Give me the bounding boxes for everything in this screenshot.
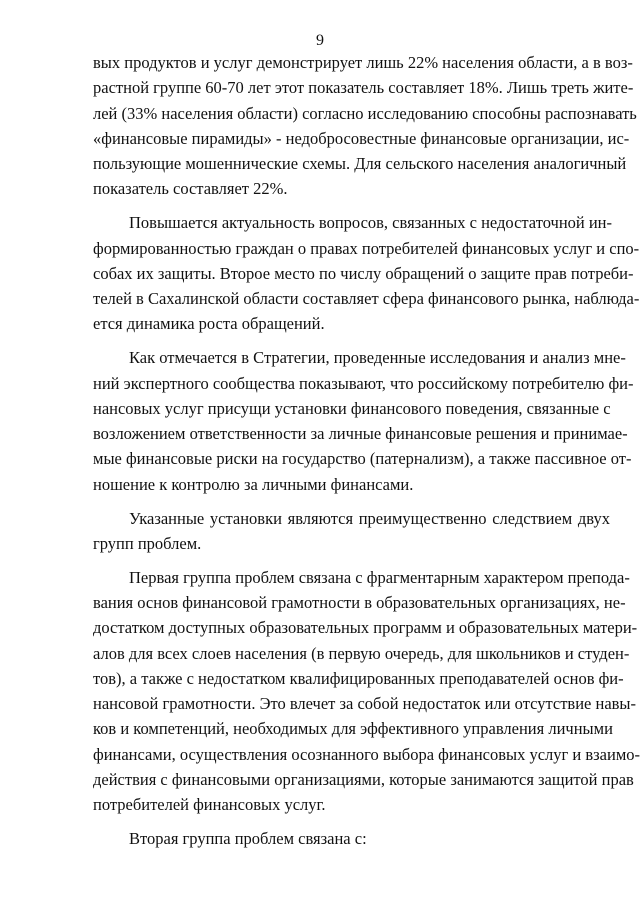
text-line: вания основ финансовой грамотности в образовательных организациях, не-: [93, 592, 626, 612]
text-line: мые финансовые риски на государство (патернализм), а также пассивное от-: [93, 449, 632, 469]
text-line: нансовых услуг присущи установки финансового поведения, связанные с: [93, 398, 611, 418]
text-line: вых продуктов и услуг демонстрирует лишь 22% населения области, а в воз-: [93, 53, 633, 72]
text-line: финансами, осуществления осознанного выбора финансовых услуг и взаимо-: [93, 744, 640, 764]
text-line: групп проблем.: [93, 533, 202, 553]
text-line: Повышается актуальность вопросов, связанных с недостаточной ин-: [129, 213, 613, 233]
text-line: достатком доступных образовательных программ и образовательных матери-: [93, 618, 638, 638]
text-line: ется динамика роста обращений.: [93, 314, 325, 334]
text-line: лей (33% населения области) согласно исследованию способны распознавать: [93, 103, 637, 123]
paragraph-3: [93, 345, 634, 497]
text-line: «финансовые пирамиды» - недобросовестные финансовые организации, ис-: [93, 128, 630, 148]
paragraph-2: [93, 210, 640, 336]
page-number: 9: [316, 32, 324, 49]
text-line: формированностью граждан о правах потребителей финансовых услуг и спо-: [93, 238, 640, 258]
text-line: потребителей финансовых услуг.: [93, 795, 326, 815]
paragraph-4: [93, 506, 610, 557]
text-line: ний экспертного сообщества показывают, что российскому потребителю фи-: [93, 373, 634, 393]
text-line: собах их защиты. Второе место по числу обращений о защите прав потреби-: [93, 263, 634, 283]
text-line: Вторая группа проблем связана с:: [129, 829, 367, 849]
text-line: пользующие мошеннические схемы. Для сельского населения аналогичный: [93, 154, 627, 174]
text-line: нансовой грамотности. Это влечет за собой недостаток или отсутствие навы-: [93, 694, 637, 714]
text-line: алов для всех слоев населения (в первую очередь, для школьников и студен-: [93, 643, 630, 663]
text-line: показатель составляет 22%.: [93, 179, 288, 199]
text-line: тов), а также с недостатком квалифицированных преподавателей основ фи-: [93, 668, 624, 688]
text-line: Как отмечается в Стратегии, проведенные исследования и анализ мне-: [129, 348, 626, 368]
text-line: возложением ответственности за личные финансовые решения и принимае-: [93, 424, 628, 444]
text-line: Указанные установки являются преимущественно следствием двух: [129, 508, 610, 528]
paragraph-6: [93, 826, 610, 851]
text-line: действия с финансовыми организациями, которые занимаются защитой прав: [93, 770, 634, 790]
text-line: Первая группа проблем связана с фрагментарным характером препода-: [129, 567, 630, 587]
paragraph-5: [93, 565, 640, 818]
text-line: ношение к контролю за личными финансами.: [93, 474, 414, 494]
document-body: [93, 50, 640, 851]
text-line: растной группе 60-70 лет этот показатель составляет 18%. Лишь треть жите-: [93, 78, 634, 98]
text-line: телей в Сахалинской области составляет сфера финансового рынка, наблюда-: [93, 289, 640, 309]
paragraph-1: [93, 50, 637, 202]
text-line: ков и компетенций, необходимых для эффективного управления личными: [93, 719, 613, 739]
